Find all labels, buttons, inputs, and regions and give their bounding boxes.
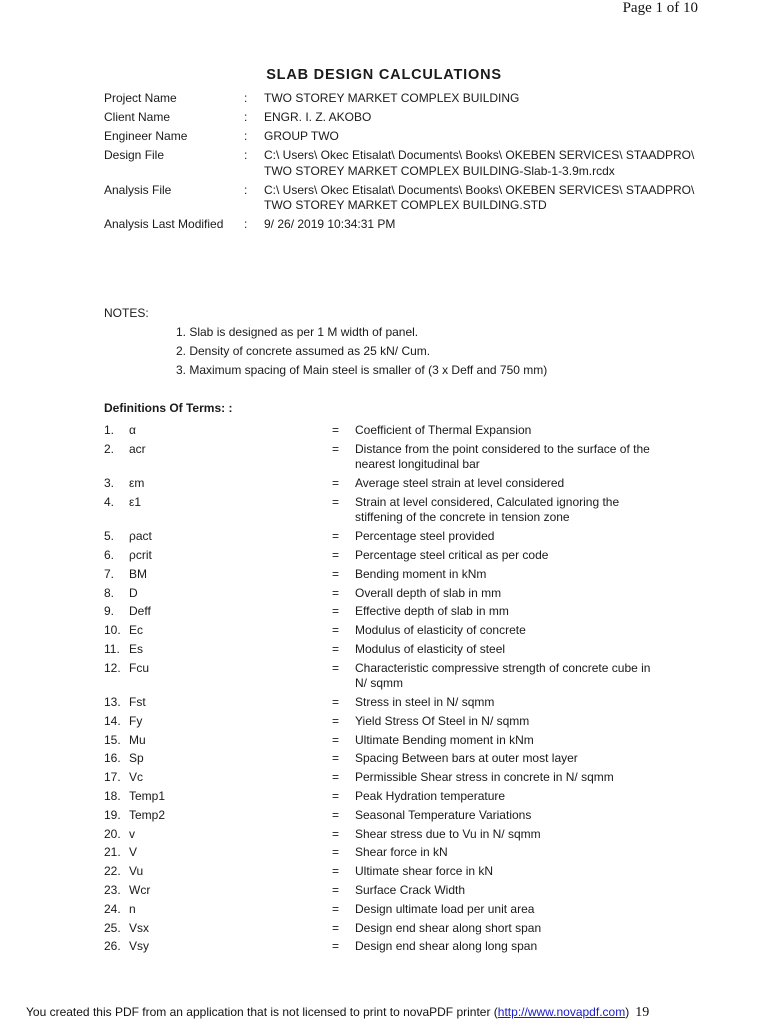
definition-term: Mu: [129, 732, 146, 747]
definition-equals: =: [332, 494, 340, 509]
definition-description: Strain at level considered, Calculated ignoring the stiffening of the concrete in tension zone: [355, 494, 620, 525]
notes-list: [176, 325, 736, 382]
note-item: 3. Maximum spacing of Main steel is smaller of (3 x Deff and 750 mm): [176, 363, 548, 377]
definition-term: Temp2: [129, 807, 166, 822]
definition-term: α: [129, 423, 136, 437]
info-colon: :: [244, 148, 248, 162]
definition-description: Average steel strain at level considered: [355, 476, 565, 491]
info-colon: :: [244, 217, 248, 231]
info-row-client-name: [104, 110, 704, 126]
definition-row: [104, 567, 664, 583]
definition-term: εm: [129, 476, 145, 491]
info-label: Client Name: [104, 110, 171, 124]
info-value: GROUP TWO: [264, 129, 339, 143]
definition-number: 15.: [104, 732, 121, 747]
definition-row: [104, 751, 664, 767]
definition-row: [104, 789, 664, 805]
notes-heading: NOTES:: [104, 306, 149, 320]
definition-equals: =: [332, 585, 340, 600]
definition-equals: =: [332, 920, 340, 935]
definition-number: 22.: [104, 864, 121, 879]
definition-term: Fy: [129, 713, 143, 728]
definition-number: 25.: [104, 920, 121, 935]
definition-equals: =: [332, 751, 340, 766]
definition-description: Bending moment in kNm: [355, 566, 487, 581]
definition-row: [104, 921, 664, 937]
definition-term: ε1: [129, 494, 142, 509]
definition-number: 16.: [104, 751, 121, 766]
definition-description: Effective depth of slab in mm: [355, 604, 509, 619]
definition-description: Permissible Shear stress in concrete in N/ sqmm: [355, 770, 614, 785]
definition-row: [104, 476, 664, 492]
definition-description: Distance from the point considered to the surface of the nearest longitudinal bar: [355, 441, 650, 472]
definition-description: Overall depth of slab in mm: [355, 585, 502, 600]
definition-number: 19.: [104, 807, 121, 822]
definition-description: Peak Hydration temperature: [355, 789, 506, 804]
definition-term: acr: [129, 441, 146, 456]
definition-equals: =: [332, 529, 340, 544]
definition-number: 5.: [104, 529, 115, 544]
definition-term: Deff: [129, 604, 151, 619]
footer-text: You created this PDF from an application that is not licensed to print to novaPDF printer (: [26, 1005, 498, 1019]
definition-row: [104, 442, 664, 473]
definition-term: V: [129, 845, 138, 860]
definition-number: 3.: [104, 476, 115, 491]
info-label: Design File: [104, 148, 165, 162]
definition-description: Seasonal Temperature Variations: [355, 807, 532, 822]
definition-equals: =: [332, 807, 340, 822]
info-colon: :: [244, 129, 248, 143]
definition-number: 21.: [104, 845, 121, 860]
note-item: 1. Slab is designed as per 1 M width of panel.: [176, 325, 419, 339]
definition-description: Coefficient of Thermal Expansion: [355, 423, 532, 437]
definition-row: [104, 770, 664, 786]
info-colon: :: [244, 110, 248, 124]
info-value: 9/ 26/ 2019 10:34:31 PM: [264, 217, 396, 231]
document-title: SLAB DESIGN CALCULATIONS: [266, 67, 502, 83]
info-row-analysis-last-modified: [104, 217, 704, 233]
definition-equals: =: [332, 695, 340, 710]
definition-number: 4.: [104, 494, 115, 509]
definition-row: [104, 423, 664, 439]
definition-description: Surface Crack Width: [355, 883, 466, 898]
definition-row: [104, 808, 664, 824]
definition-equals: =: [332, 845, 340, 860]
definition-number: 17.: [104, 770, 121, 785]
definition-equals: =: [332, 476, 340, 491]
info-value: ENGR. I. Z. AKOBO: [264, 110, 372, 124]
definition-number: 6.: [104, 547, 115, 562]
info-row-engineer-name: [104, 129, 704, 145]
definition-number: 2.: [104, 441, 115, 456]
definition-number: 26.: [104, 939, 121, 954]
info-row-design-file: [104, 148, 704, 179]
footer-text-end: ): [625, 1005, 630, 1019]
definition-row: [104, 604, 664, 620]
novapdf-link[interactable]: http://www.novapdf.com: [497, 1005, 626, 1019]
definition-term: n: [129, 901, 136, 916]
definition-row: [104, 902, 664, 918]
definition-term: v: [129, 826, 135, 841]
definition-description: Stress in steel in N/ sqmm: [355, 695, 495, 710]
definition-equals: =: [332, 826, 340, 841]
page-number: Page 1 of 10: [622, 0, 698, 16]
definition-equals: =: [332, 732, 340, 747]
definition-equals: =: [332, 660, 340, 675]
info-label: Analysis File: [104, 182, 172, 197]
definition-number: 7.: [104, 566, 115, 581]
definition-term: ρact: [129, 529, 152, 544]
definitions-heading: Definitions Of Terms: :: [104, 401, 233, 415]
definition-number: 12.: [104, 660, 121, 675]
definition-term: BM: [129, 566, 147, 581]
definition-row: [104, 733, 664, 749]
note-item: 2. Density of concrete assumed as 25 kN/ Cum.: [176, 344, 431, 358]
definition-description: Design ultimate load per unit area: [355, 901, 535, 916]
definition-term: Wcr: [129, 883, 151, 898]
info-row-project-name: [104, 91, 704, 107]
definition-term: Fst: [129, 695, 146, 710]
definition-equals: =: [332, 441, 340, 456]
definition-description: Characteristic compressive strength of concrete cube in N/ sqmm: [355, 660, 651, 691]
definition-description: Ultimate shear force in kN: [355, 864, 494, 879]
definition-equals: =: [332, 901, 340, 916]
info-colon: :: [244, 182, 248, 197]
definition-description: Percentage steel provided: [355, 529, 495, 544]
definition-number: 10.: [104, 623, 121, 638]
definitions-list: [104, 423, 664, 958]
definition-number: 13.: [104, 695, 121, 710]
definition-row: [104, 586, 664, 602]
definition-number: 8.: [104, 585, 115, 600]
definition-description: Percentage steel critical as per code: [355, 547, 549, 562]
definition-description: Modulus of elasticity of concrete: [355, 623, 526, 638]
definition-equals: =: [332, 939, 340, 954]
definition-equals: =: [332, 789, 340, 804]
definition-number: 1.: [104, 423, 115, 437]
definition-description: Shear stress due to Vu in N/ sqmm: [355, 826, 541, 841]
definition-row: [104, 695, 664, 711]
definition-term: Temp1: [129, 789, 166, 804]
definition-row: [104, 883, 664, 899]
definition-description: Yield Stress Of Steel in N/ sqmm: [355, 713, 530, 728]
definition-term: Ec: [129, 623, 144, 638]
definition-number: 14.: [104, 713, 121, 728]
definition-equals: =: [332, 883, 340, 898]
definition-term: Vsx: [129, 920, 150, 935]
definition-equals: =: [332, 547, 340, 562]
definition-equals: =: [332, 713, 340, 728]
info-label: Analysis Last Modified: [104, 217, 224, 231]
footer-page-number: 19: [635, 1005, 650, 1020]
definition-number: 23.: [104, 883, 121, 898]
info-value: C:\ Users\ Okec Etisalat\ Documents\ Books\ OKEBEN SERVICES\ STAADPRO\ TWO STOREY MARKET COMPLEX BUILDING.STD: [264, 182, 695, 212]
definition-equals: =: [332, 641, 340, 656]
definition-row: [104, 661, 664, 692]
definition-row: [104, 864, 664, 880]
definition-row: [104, 714, 664, 730]
info-colon: :: [244, 91, 248, 105]
definition-equals: =: [332, 604, 340, 619]
definition-equals: =: [332, 566, 340, 581]
definition-row: [104, 548, 664, 564]
definition-term: Vu: [129, 864, 144, 879]
definition-description: Design end shear along short span: [355, 920, 542, 935]
definition-description: Modulus of elasticity of steel: [355, 641, 506, 656]
definition-term: Vc: [129, 770, 144, 785]
definition-row: [104, 623, 664, 639]
definition-term: Fcu: [129, 660, 150, 675]
definition-row: [104, 845, 664, 861]
definition-number: 20.: [104, 826, 121, 841]
definition-description: Spacing Between bars at outer most layer: [355, 751, 578, 766]
info-value: C:\ Users\ Okec Etisalat\ Documents\ Books\ OKEBEN SERVICES\ STAADPRO\ TWO STOREY MARKET COMPLEX BUILDING-Slab-1-3.9m.rcdx: [264, 148, 695, 178]
info-label: Project Name: [104, 91, 177, 105]
definition-equals: =: [332, 623, 340, 638]
definition-number: 18.: [104, 789, 121, 804]
info-value: TWO STOREY MARKET COMPLEX BUILDING: [264, 91, 520, 105]
info-label: Engineer Name: [104, 129, 188, 143]
definition-row: [104, 529, 664, 545]
definition-term: ρcrit: [129, 547, 152, 562]
definition-number: 11.: [104, 641, 120, 656]
definition-description: Shear force in kN: [355, 845, 448, 860]
definition-row: [104, 827, 664, 843]
definition-term: Sp: [129, 751, 144, 766]
definition-term: Vsy: [129, 939, 150, 954]
license-footer: [26, 1005, 746, 1021]
definition-equals: =: [332, 770, 340, 785]
definition-description: Ultimate Bending moment in kNm: [355, 732, 534, 747]
definition-row: [104, 642, 664, 658]
definition-term: D: [129, 585, 138, 600]
definition-row: [104, 495, 664, 526]
definition-term: Es: [129, 641, 144, 656]
definition-equals: =: [332, 864, 340, 879]
definition-row: [104, 939, 664, 955]
info-row-analysis-file: [104, 183, 704, 214]
definition-equals: =: [332, 423, 340, 437]
definition-number: 24.: [104, 901, 121, 916]
project-info-table: [104, 91, 704, 236]
definition-number: 9.: [104, 604, 115, 619]
definition-description: Design end shear along long span: [355, 939, 538, 954]
